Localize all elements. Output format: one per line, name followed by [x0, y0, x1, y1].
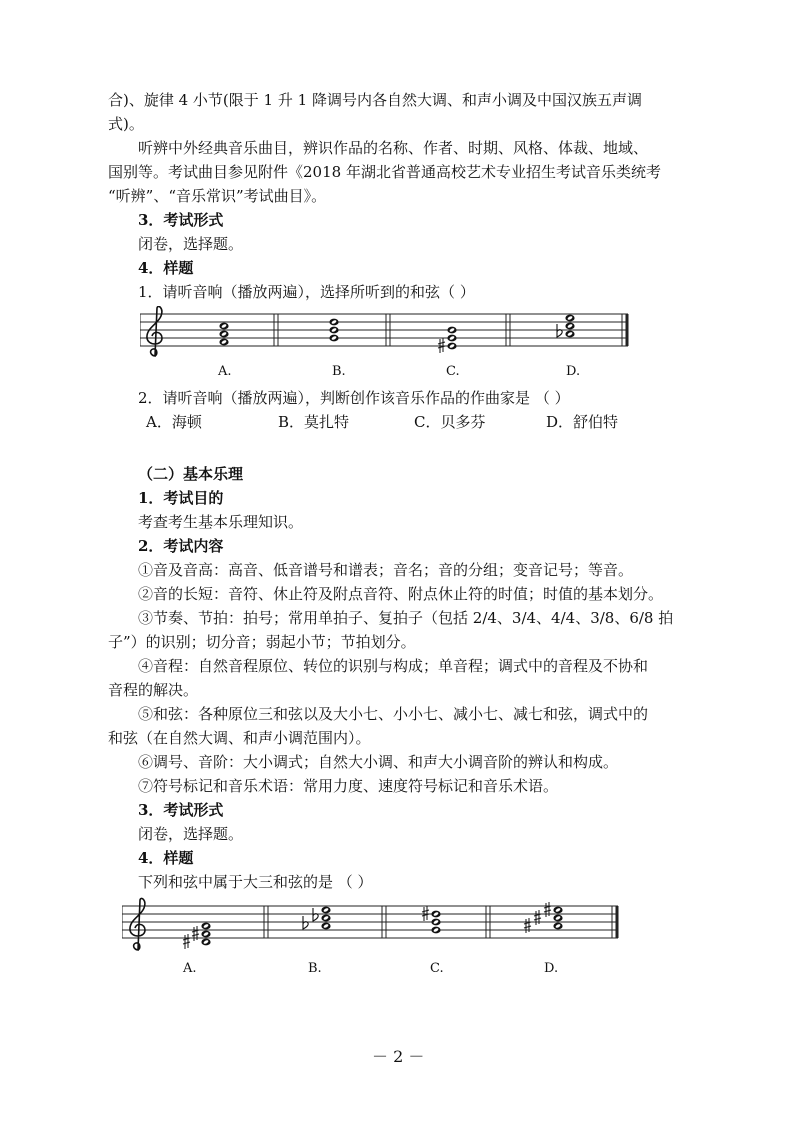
music-staff-1: [140, 306, 632, 358]
intro-line-1: 合)、旋律 4 小节(限于 1 升 1 降调号内各自然大调、和声小调及中国汉族五声调: [108, 91, 642, 109]
purpose-text: 考查考生基本乐理知识。: [138, 513, 304, 531]
content-item-1: ①音及音高：高音、低音谱号和谱表；音名；音的分组；变音记号；等音。: [138, 561, 634, 579]
page-number: － 2 －: [372, 1047, 425, 1066]
section2-form-text: 闭卷，选择题。: [138, 825, 244, 843]
content-item-5b: 和弦（在自然大调、和声小调范围内）。: [108, 729, 371, 747]
content-item-3b: 子”）的识别；切分音；弱起小节；节拍划分。: [108, 633, 416, 651]
chord-d: [557, 315, 575, 338]
q3-option-a: A.: [183, 961, 197, 976]
q2-choice-b: B．莫扎特: [278, 413, 350, 431]
content-heading: 2．考试内容: [138, 537, 224, 555]
chord-2b: [303, 907, 331, 930]
content-item-4b: 音程的解决。: [108, 681, 199, 699]
q3-option-b: B.: [308, 961, 322, 976]
content-item-2: ②音的长短：音符、休止符及附点音符、附点休止符的时值；时值的基本划分。: [138, 585, 664, 603]
section2-form-heading: 3．考试形式: [138, 801, 224, 819]
question-3: 下列和弦中属于大三和弦的是 （ ）: [138, 873, 373, 891]
content-item-4a: ④音程：自然音程原位、转位的识别与构成；单音程；调式中的音程及不协和: [138, 657, 649, 675]
chord-a: [219, 323, 228, 346]
purpose-heading: 1．考试目的: [138, 489, 224, 507]
content-item-6: ⑥调号、音阶：大小调式；自然大小调、和声大小调音阶的辨认和构成。: [138, 753, 619, 771]
chord-2c: [422, 906, 441, 933]
q1-option-d: D.: [566, 364, 581, 379]
section2-title: （二）基本乐理: [138, 465, 244, 483]
chord-b: [329, 319, 338, 342]
section1-form-heading: 3．考试形式: [138, 211, 224, 229]
q3-option-d: D.: [544, 961, 559, 976]
q1-option-c: C.: [446, 364, 460, 379]
section1-sample-heading: 4．样题: [138, 259, 194, 277]
section2-sample-heading: 4．样题: [138, 849, 194, 867]
q2-choice-c: C．贝多芬: [414, 413, 486, 431]
q3-option-c: C.: [430, 961, 444, 976]
intro-line-3: 听辨中外经典音乐曲目，辨识作品的名称、作者、时期、风格、体裁、地域、: [138, 139, 649, 157]
question-2: 2．请听音响（播放两遍），判断创作该音乐作品的作曲家是 （ ）: [138, 389, 570, 407]
q1-option-a: A.: [218, 364, 232, 379]
content-item-7: ⑦符号标记和音乐术语：常用力度、速度符号标记和音乐术语。: [138, 777, 559, 795]
intro-line-2: 式)。: [108, 115, 144, 133]
intro-line-4: 国别等。考试曲目参见附件《2018 年湖北省普通高校艺术专业招生考试音乐类统考: [108, 163, 661, 181]
question-1: 1．请听音响（播放两遍），选择所听到的和弦（ ）: [138, 283, 475, 301]
chord-2a: [183, 923, 211, 949]
section1-form-text: 闭卷，选择题。: [138, 235, 244, 253]
q1-option-b: B.: [332, 364, 346, 379]
chord-2d: [524, 902, 563, 933]
content-item-3a: ③节奏、节拍：拍号；常用单拍子、复拍子（包括 2/4、3/4、4/4、3/8、6/8 拍: [138, 609, 674, 627]
chord-c: [438, 327, 457, 353]
intro-line-5: “听辨”、“音乐常识”考试曲目》。: [108, 187, 327, 205]
q2-choice-a: A．海顿: [146, 413, 202, 431]
content-item-5a: ⑤和弦：各种原位三和弦以及大小七、小小七、减小七、减七和弦，调式中的: [138, 705, 649, 723]
q2-choice-d: D．舒伯特: [546, 413, 619, 431]
music-staff-2: [122, 896, 622, 956]
